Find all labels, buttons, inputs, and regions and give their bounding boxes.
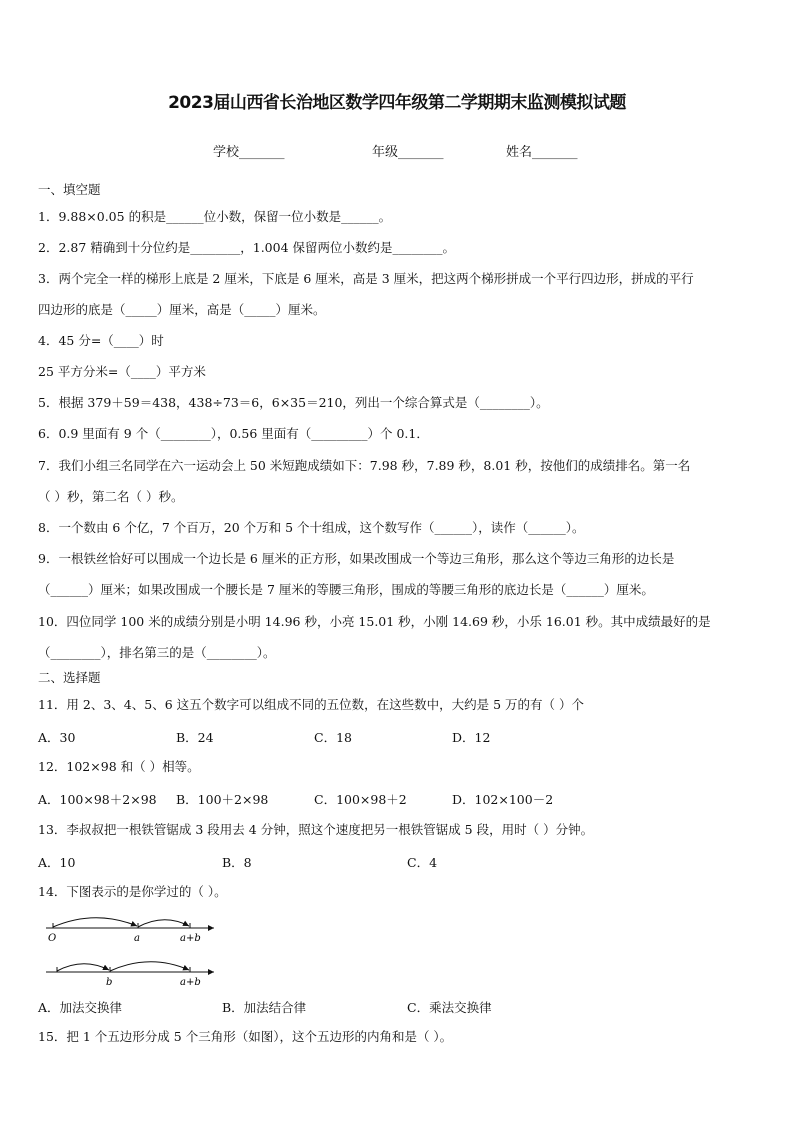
question-8: 8．一个数由 6 个亿，7 个百万，20 个万和 5 个十组成，这个数写作（______），读作（______）。 [38,520,585,535]
section-heading-choice: 二、选择题 [38,670,101,685]
q14-option-a: A．加法交换律 [38,1000,123,1015]
top-sum-label: a+b [180,933,201,944]
question-13: 13．李叔叔把一根铁管锯成 3 段用去 4 分钟，照这个速度把另一根铁管锯成 5 段，用时（ ）分钟。 [38,822,594,837]
question-2: 2．2.87 精确到十分位约是________，1.004 保留两位小数约是________。 [38,240,456,255]
bottom-b-label: b [106,977,113,988]
q13-option-b: B．8 [222,855,252,870]
question-4-line-2: 25 平方分米=（____）平方米 [38,364,206,379]
number-line-top [46,918,214,944]
number-line-figure [38,905,228,993]
q12-option-b: B．100＋2×98 [176,792,269,807]
grade-field: 年级_______ [372,145,444,160]
question-6: 6．0.9 里面有 9 个（________），0.56 里面有（_________）个 0.1． [38,426,429,441]
q14-option-c: C．乘法交换律 [407,1000,492,1015]
question-7-line-2: （ ）秒，第二名（ ）秒。 [38,489,184,504]
number-line-bottom [46,962,214,988]
q13-option-a: A．10 [38,855,76,870]
q12-option-d: D．102×100－2 [452,792,554,807]
q11-option-b: B．24 [176,730,214,745]
question-3-line-2: 四边形的底是（_____）厘米，高是（_____）厘米。 [38,302,326,317]
bottom-sum-label: a+b [180,977,201,988]
q12-option-c: C．100×98＋2 [314,792,407,807]
q13-option-c: C．4 [407,855,438,870]
question-10-line-1: 10．四位同学 100 米的成绩分别是小明 14.96 秒，小亮 15.01 秒，小刚 14.69 秒，小乐 16.01 秒。其中成绩最好的是 [38,614,711,629]
top-origin-label: O [48,933,57,944]
q14-option-b: B．加法结合律 [222,1000,307,1015]
question-12: 12．102×98 和（ ）相等。 [38,759,200,774]
question-9-line-2: （______）厘米；如果改围成一个腰长是 7 厘米的等腰三角形，围成的等腰三角形的底边长是（______）厘米。 [38,582,654,597]
q11-option-a: A．30 [38,730,76,745]
question-9-line-1: 9．一根铁丝恰好可以围成一个边长是 6 厘米的正方形，如果改围成一个等边三角形，那么这个等边三角形的边长是 [38,551,675,566]
question-15: 15．把 1 个五边形分成 5 个三角形（如图），这个五边形的内角和是（ ）。 [38,1029,453,1044]
q11-option-c: C．18 [314,730,352,745]
question-1: 1．9.88×0.05 的积是______位小数，保留一位小数是______。 [38,209,392,224]
question-3-line-1: 3．两个完全一样的梯形上底是 2 厘米，下底是 6 厘米，高是 3 厘米，把这两个梯形拼成一个平行四边形，拼成的平行 [38,271,694,286]
question-5: 5．根据 379＋59＝438，438÷73＝6，6×35＝210，列出一个综合算式是（________）。 [38,395,549,410]
q11-option-d: D．12 [452,730,491,745]
top-a-label: a [134,933,140,944]
page-title: 2023届山西省长治地区数学四年级第二学期期末监测模拟试题 [168,93,626,113]
school-field: 学校_______ [213,145,285,160]
section-heading-fill-blank: 一、填空题 [38,182,101,197]
question-10-line-2: （________），排名第三的是（________）。 [38,645,276,660]
question-7-line-1: 7．我们小组三名同学在六一运动会上 50 米短跑成绩如下：7.98 秒，7.89 秒，8.01 秒，按他们的成绩排名。第一名 [38,458,691,473]
q12-option-a: A．100×98＋2×98 [38,792,157,807]
name-field: 姓名_______ [506,145,578,160]
question-14: 14．下图表示的是你学过的（ ）。 [38,884,227,899]
question-4-line-1: 4．45 分=（____）时 [38,333,164,348]
question-11: 11．用 2、3、4、5、6 这五个数字可以组成不同的五位数，在这些数中，大约是 5 万的有（ ）个 [38,697,584,712]
